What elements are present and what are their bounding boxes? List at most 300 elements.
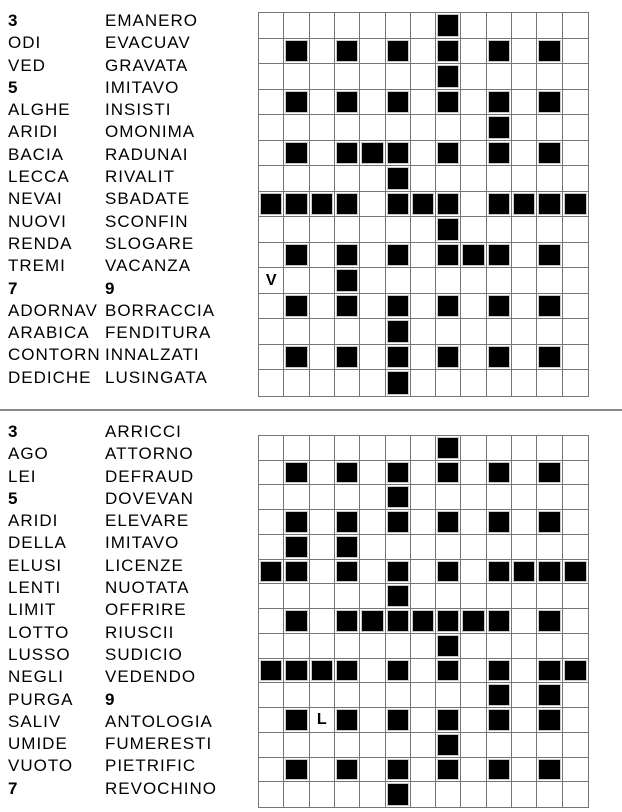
grid-cell[interactable]: [537, 436, 562, 461]
grid-cell[interactable]: [310, 461, 335, 486]
grid-cell[interactable]: [259, 217, 284, 243]
grid-cell[interactable]: [512, 535, 537, 560]
grid-cell[interactable]: [487, 634, 512, 659]
grid-cell[interactable]: [411, 294, 436, 320]
grid-cell[interactable]: [284, 733, 309, 758]
grid-cell[interactable]: [487, 319, 512, 345]
grid-cell[interactable]: [436, 683, 461, 708]
grid-cell[interactable]: [563, 345, 588, 371]
grid-cell[interactable]: [259, 708, 284, 733]
grid-cell[interactable]: [360, 370, 385, 396]
grid-cell[interactable]: [284, 436, 309, 461]
grid-cell[interactable]: [259, 634, 284, 659]
grid-cell[interactable]: [284, 166, 309, 192]
word-list-item: ATTORNO: [105, 444, 194, 464]
grid-cell[interactable]: [310, 13, 335, 39]
grid-cell[interactable]: [487, 370, 512, 396]
grid-cell[interactable]: [310, 90, 335, 116]
word-list-item: INNALZATI: [105, 345, 200, 365]
grid-cell[interactable]: [386, 733, 411, 758]
grid-cell[interactable]: [537, 733, 562, 758]
word-list-item: NUOVI: [8, 211, 67, 231]
grid-cell[interactable]: [563, 535, 588, 560]
grid-cell[interactable]: [461, 90, 486, 116]
grid-cell[interactable]: [563, 370, 588, 396]
grid-cell[interactable]: [461, 268, 486, 294]
grid-cell[interactable]: [537, 485, 562, 510]
grid-cell[interactable]: [512, 683, 537, 708]
grid-cell[interactable]: [512, 659, 537, 684]
word-list-item: DELLA: [8, 533, 67, 553]
grid-cell[interactable]: [563, 634, 588, 659]
grid-cell[interactable]: [461, 115, 486, 141]
grid-cell[interactable]: [310, 510, 335, 535]
grid-cell[interactable]: [259, 243, 284, 269]
grid-cell[interactable]: [386, 115, 411, 141]
grid-cell[interactable]: [310, 39, 335, 65]
grid-cell[interactable]: [487, 166, 512, 192]
grid-cell[interactable]: [461, 217, 486, 243]
grid-cell[interactable]: [537, 370, 562, 396]
grid-cell[interactable]: [461, 166, 486, 192]
grid-cell[interactable]: [411, 141, 436, 167]
grid-cell[interactable]: [487, 13, 512, 39]
grid-cell-black: [537, 90, 562, 116]
grid-cell[interactable]: [436, 782, 461, 807]
grid-cell[interactable]: [461, 535, 486, 560]
grid-cell[interactable]: [461, 683, 486, 708]
grid-cell[interactable]: [259, 609, 284, 634]
grid-cell[interactable]: [411, 217, 436, 243]
grid-cell[interactable]: [487, 782, 512, 807]
grid-cell[interactable]: [360, 345, 385, 371]
grid-cell[interactable]: [259, 13, 284, 39]
grid-cell[interactable]: [335, 217, 360, 243]
grid-cell[interactable]: [360, 268, 385, 294]
grid-cell[interactable]: [563, 683, 588, 708]
grid-cell[interactable]: [563, 13, 588, 39]
grid-cell[interactable]: [411, 485, 436, 510]
grid-cell[interactable]: [461, 436, 486, 461]
grid-cell[interactable]: [411, 584, 436, 609]
grid-cell[interactable]: [411, 436, 436, 461]
grid-cell[interactable]: [436, 535, 461, 560]
grid-cell[interactable]: [487, 64, 512, 90]
grid-cell[interactable]: [512, 782, 537, 807]
grid-cell[interactable]: [411, 166, 436, 192]
grid-cell-black: [563, 192, 588, 218]
grid-cell[interactable]: [512, 64, 537, 90]
grid-cell[interactable]: [335, 436, 360, 461]
grid-cell[interactable]: [259, 39, 284, 65]
grid-cell[interactable]: [360, 243, 385, 269]
grid-cell[interactable]: [335, 782, 360, 807]
grid-cell[interactable]: [259, 370, 284, 396]
grid-cell-black: [386, 782, 411, 807]
grid-cell[interactable]: [386, 13, 411, 39]
grid-cell-black: [386, 609, 411, 634]
grid-cell[interactable]: [461, 560, 486, 585]
grid-cell[interactable]: [259, 461, 284, 486]
grid-cell[interactable]: [461, 510, 486, 535]
grid-cell[interactable]: [563, 584, 588, 609]
grid-cell[interactable]: [563, 115, 588, 141]
grid-cell[interactable]: [259, 268, 284, 294]
grid-cell[interactable]: [386, 634, 411, 659]
grid-cell[interactable]: [512, 13, 537, 39]
grid-cell[interactable]: [386, 436, 411, 461]
grid-cell[interactable]: [411, 243, 436, 269]
grid-cell[interactable]: [436, 166, 461, 192]
grid-cell[interactable]: [411, 268, 436, 294]
grid-cell[interactable]: [512, 733, 537, 758]
grid-cell[interactable]: [563, 243, 588, 269]
grid-cell[interactable]: [284, 370, 309, 396]
grid-cell[interactable]: [461, 13, 486, 39]
grid-cell[interactable]: [310, 115, 335, 141]
grid-cell[interactable]: [310, 294, 335, 320]
grid-cell[interactable]: [461, 294, 486, 320]
grid-cell[interactable]: [461, 39, 486, 65]
grid-cell[interactable]: [563, 39, 588, 65]
grid-cell[interactable]: [259, 510, 284, 535]
grid-cell[interactable]: [360, 560, 385, 585]
grid-cell-black: [563, 560, 588, 585]
grid-cell[interactable]: [360, 634, 385, 659]
grid-cell[interactable]: [310, 584, 335, 609]
grid-cell[interactable]: [461, 461, 486, 486]
grid-cell[interactable]: [386, 683, 411, 708]
grid-cell[interactable]: [487, 535, 512, 560]
grid-cell[interactable]: [461, 708, 486, 733]
grid-cell[interactable]: [335, 733, 360, 758]
grid-cell[interactable]: [512, 609, 537, 634]
grid-cell[interactable]: [537, 584, 562, 609]
grid-cell[interactable]: [411, 708, 436, 733]
grid-cell[interactable]: [310, 683, 335, 708]
grid-cell[interactable]: [335, 485, 360, 510]
grid-cell[interactable]: [284, 64, 309, 90]
grid-cell[interactable]: [411, 634, 436, 659]
grid-cell[interactable]: [411, 345, 436, 371]
grid-cell[interactable]: [512, 510, 537, 535]
grid-cell[interactable]: [487, 485, 512, 510]
grid-cell[interactable]: [310, 485, 335, 510]
grid-cell[interactable]: [461, 345, 486, 371]
grid-cell[interactable]: [563, 64, 588, 90]
grid-cell[interactable]: [436, 485, 461, 510]
grid-cell[interactable]: [461, 659, 486, 684]
grid-cell[interactable]: [563, 141, 588, 167]
grid-cell[interactable]: [512, 758, 537, 783]
word-list-item: DEFRAUD: [105, 466, 195, 486]
word-list-item: REVOCHINO: [105, 778, 217, 798]
word-length-header: 3: [8, 422, 18, 441]
grid-cell-black: [487, 294, 512, 320]
grid-cell[interactable]: [537, 319, 562, 345]
grid-cell[interactable]: [360, 39, 385, 65]
grid-cell[interactable]: [563, 268, 588, 294]
grid-cell[interactable]: [411, 39, 436, 65]
grid-cell[interactable]: [310, 758, 335, 783]
word-length-header: 9: [105, 689, 115, 709]
grid-cell[interactable]: [563, 708, 588, 733]
grid-cell[interactable]: [360, 584, 385, 609]
grid-cell[interactable]: [310, 243, 335, 269]
grid-cell[interactable]: [259, 90, 284, 116]
grid-cell[interactable]: [335, 115, 360, 141]
grid-cell-black: [386, 319, 411, 345]
grid-cell[interactable]: [512, 115, 537, 141]
grid-cell[interactable]: [563, 166, 588, 192]
grid-cell[interactable]: [512, 268, 537, 294]
grid-cell[interactable]: [360, 461, 385, 486]
crossword-grid-top: [258, 12, 589, 397]
grid-cell[interactable]: [360, 758, 385, 783]
grid-cell[interactable]: [310, 560, 335, 585]
grid-cell[interactable]: [461, 758, 486, 783]
grid-cell[interactable]: [284, 634, 309, 659]
grid-cell[interactable]: [436, 319, 461, 345]
grid-cell[interactable]: [284, 13, 309, 39]
grid-cell[interactable]: [259, 733, 284, 758]
grid-cell[interactable]: [284, 683, 309, 708]
grid-cell[interactable]: [487, 436, 512, 461]
grid-cell[interactable]: [284, 782, 309, 807]
grid-cell[interactable]: [360, 436, 385, 461]
grid-cell[interactable]: [310, 708, 335, 733]
grid-cell[interactable]: [411, 560, 436, 585]
grid-cell[interactable]: [537, 64, 562, 90]
grid-cell[interactable]: [360, 659, 385, 684]
grid-cell[interactable]: [512, 141, 537, 167]
grid-cell[interactable]: [461, 634, 486, 659]
grid-cell[interactable]: [436, 370, 461, 396]
grid-cell[interactable]: [284, 268, 309, 294]
grid-cell[interactable]: [461, 192, 486, 218]
grid-cell[interactable]: [360, 166, 385, 192]
grid-cell[interactable]: [310, 141, 335, 167]
grid-cell[interactable]: [512, 166, 537, 192]
grid-cell[interactable]: [436, 115, 461, 141]
grid-cell-black: [284, 560, 309, 585]
grid-cell[interactable]: [335, 370, 360, 396]
grid-cell[interactable]: [563, 436, 588, 461]
grid-cell[interactable]: [537, 13, 562, 39]
grid-cell[interactable]: [284, 584, 309, 609]
grid-cell[interactable]: [335, 319, 360, 345]
grid-cell[interactable]: [360, 708, 385, 733]
grid-cell[interactable]: [563, 609, 588, 634]
grid-cell[interactable]: [335, 13, 360, 39]
grid-cell[interactable]: [461, 370, 486, 396]
grid-cell[interactable]: [512, 319, 537, 345]
grid-cell[interactable]: [512, 708, 537, 733]
grid-cell[interactable]: [360, 510, 385, 535]
grid-cell[interactable]: [461, 485, 486, 510]
grid-cell[interactable]: [563, 782, 588, 807]
grid-cell[interactable]: [563, 90, 588, 116]
grid-cell[interactable]: [436, 584, 461, 609]
grid-cell[interactable]: [310, 64, 335, 90]
grid-cell[interactable]: [335, 683, 360, 708]
grid-cell[interactable]: [259, 64, 284, 90]
grid-cell[interactable]: [360, 782, 385, 807]
grid-cell[interactable]: [259, 436, 284, 461]
grid-cell[interactable]: [537, 634, 562, 659]
grid-cell[interactable]: [310, 535, 335, 560]
grid-cell[interactable]: [335, 584, 360, 609]
grid-cell[interactable]: [310, 634, 335, 659]
grid-cell[interactable]: [411, 535, 436, 560]
grid-cell[interactable]: [563, 758, 588, 783]
grid-cell[interactable]: [259, 485, 284, 510]
grid-cell-black: [360, 141, 385, 167]
grid-cell[interactable]: [512, 345, 537, 371]
grid-cell[interactable]: [310, 782, 335, 807]
grid-cell[interactable]: [335, 64, 360, 90]
grid-cell[interactable]: [563, 733, 588, 758]
grid-cell[interactable]: [259, 115, 284, 141]
grid-cell[interactable]: [512, 294, 537, 320]
grid-cell[interactable]: [411, 758, 436, 783]
grid-cell[interactable]: [284, 319, 309, 345]
grid-cell[interactable]: [360, 64, 385, 90]
grid-cell[interactable]: [512, 90, 537, 116]
grid-cell[interactable]: [360, 733, 385, 758]
grid-cell[interactable]: [563, 461, 588, 486]
grid-cell[interactable]: [461, 319, 486, 345]
grid-cell[interactable]: [259, 535, 284, 560]
grid-cell[interactable]: [310, 166, 335, 192]
grid-cell[interactable]: [386, 64, 411, 90]
grid-cell[interactable]: [411, 115, 436, 141]
grid-cell[interactable]: [461, 584, 486, 609]
grid-cell[interactable]: [512, 485, 537, 510]
grid-cell-black: [537, 294, 562, 320]
grid-cell[interactable]: [411, 370, 436, 396]
grid-cell[interactable]: [411, 319, 436, 345]
grid-cell[interactable]: [310, 268, 335, 294]
grid-cell[interactable]: [259, 782, 284, 807]
grid-cell[interactable]: [512, 370, 537, 396]
word-list-item: EMANERO: [105, 11, 198, 30]
grid-cell[interactable]: [386, 217, 411, 243]
grid-cell[interactable]: [310, 319, 335, 345]
grid-cell[interactable]: [386, 535, 411, 560]
grid-cell[interactable]: [310, 436, 335, 461]
grid-cell[interactable]: [436, 268, 461, 294]
grid-cell[interactable]: [284, 115, 309, 141]
grid-cell[interactable]: [537, 782, 562, 807]
grid-cell[interactable]: [335, 634, 360, 659]
grid-cell[interactable]: [259, 584, 284, 609]
grid-cell[interactable]: [487, 268, 512, 294]
grid-cell[interactable]: [512, 217, 537, 243]
grid-cell[interactable]: [512, 461, 537, 486]
grid-cell[interactable]: [259, 166, 284, 192]
grid-cell[interactable]: [411, 13, 436, 39]
grid-cell[interactable]: [537, 166, 562, 192]
grid-cell[interactable]: [487, 217, 512, 243]
grid-cell[interactable]: [310, 217, 335, 243]
grid-cell[interactable]: [411, 659, 436, 684]
grid-cell[interactable]: [259, 294, 284, 320]
grid-cell[interactable]: [259, 141, 284, 167]
grid-cell[interactable]: [563, 319, 588, 345]
grid-cell[interactable]: [259, 758, 284, 783]
grid-cell[interactable]: [537, 268, 562, 294]
grid-cell[interactable]: [512, 436, 537, 461]
grid-cell[interactable]: [512, 584, 537, 609]
grid-cell[interactable]: [284, 485, 309, 510]
grid-cell[interactable]: [563, 485, 588, 510]
word-length-header: 7: [8, 778, 18, 798]
grid-cell[interactable]: [335, 166, 360, 192]
grid-cell[interactable]: [310, 733, 335, 758]
grid-cell[interactable]: [310, 345, 335, 371]
grid-cell[interactable]: [360, 90, 385, 116]
grid-cell-black: [487, 345, 512, 371]
grid-cell[interactable]: [411, 64, 436, 90]
grid-cell[interactable]: [360, 319, 385, 345]
grid-cell[interactable]: [563, 510, 588, 535]
cell-letter: V: [265, 271, 277, 289]
grid-cell[interactable]: [284, 217, 309, 243]
word-list-item: DEDICHE: [8, 367, 92, 387]
grid-cell-black: [284, 609, 309, 634]
grid-cell[interactable]: [259, 319, 284, 345]
grid-cell[interactable]: [310, 370, 335, 396]
grid-cell-black: [386, 485, 411, 510]
word-list-column-2: [105, 421, 217, 800]
grid-cell[interactable]: [487, 584, 512, 609]
grid-cell[interactable]: [411, 782, 436, 807]
grid-cell[interactable]: [563, 294, 588, 320]
grid-cell[interactable]: [563, 217, 588, 243]
grid-cell[interactable]: [259, 345, 284, 371]
grid-cell[interactable]: [386, 268, 411, 294]
grid-cell[interactable]: [512, 39, 537, 65]
grid-cell[interactable]: [537, 115, 562, 141]
grid-cell[interactable]: [512, 243, 537, 269]
grid-cell[interactable]: [360, 683, 385, 708]
grid-cell[interactable]: [512, 634, 537, 659]
grid-cell[interactable]: [411, 733, 436, 758]
grid-cell-black: [386, 345, 411, 371]
grid-cell[interactable]: [461, 782, 486, 807]
grid-cell[interactable]: [411, 461, 436, 486]
grid-cell[interactable]: [537, 535, 562, 560]
grid-cell[interactable]: [310, 609, 335, 634]
grid-cell[interactable]: [360, 115, 385, 141]
grid-cell[interactable]: [411, 510, 436, 535]
grid-cell[interactable]: [487, 733, 512, 758]
grid-cell[interactable]: [360, 192, 385, 218]
grid-cell[interactable]: [411, 90, 436, 116]
grid-cell[interactable]: [411, 683, 436, 708]
grid-cell[interactable]: [360, 217, 385, 243]
grid-cell[interactable]: [360, 535, 385, 560]
grid-cell[interactable]: [461, 64, 486, 90]
grid-cell[interactable]: [259, 683, 284, 708]
grid-cell[interactable]: [461, 733, 486, 758]
grid-cell[interactable]: [360, 294, 385, 320]
grid-cell[interactable]: [360, 485, 385, 510]
grid-cell[interactable]: [360, 13, 385, 39]
grid-cell[interactable]: [537, 217, 562, 243]
grid-cell[interactable]: [461, 141, 486, 167]
